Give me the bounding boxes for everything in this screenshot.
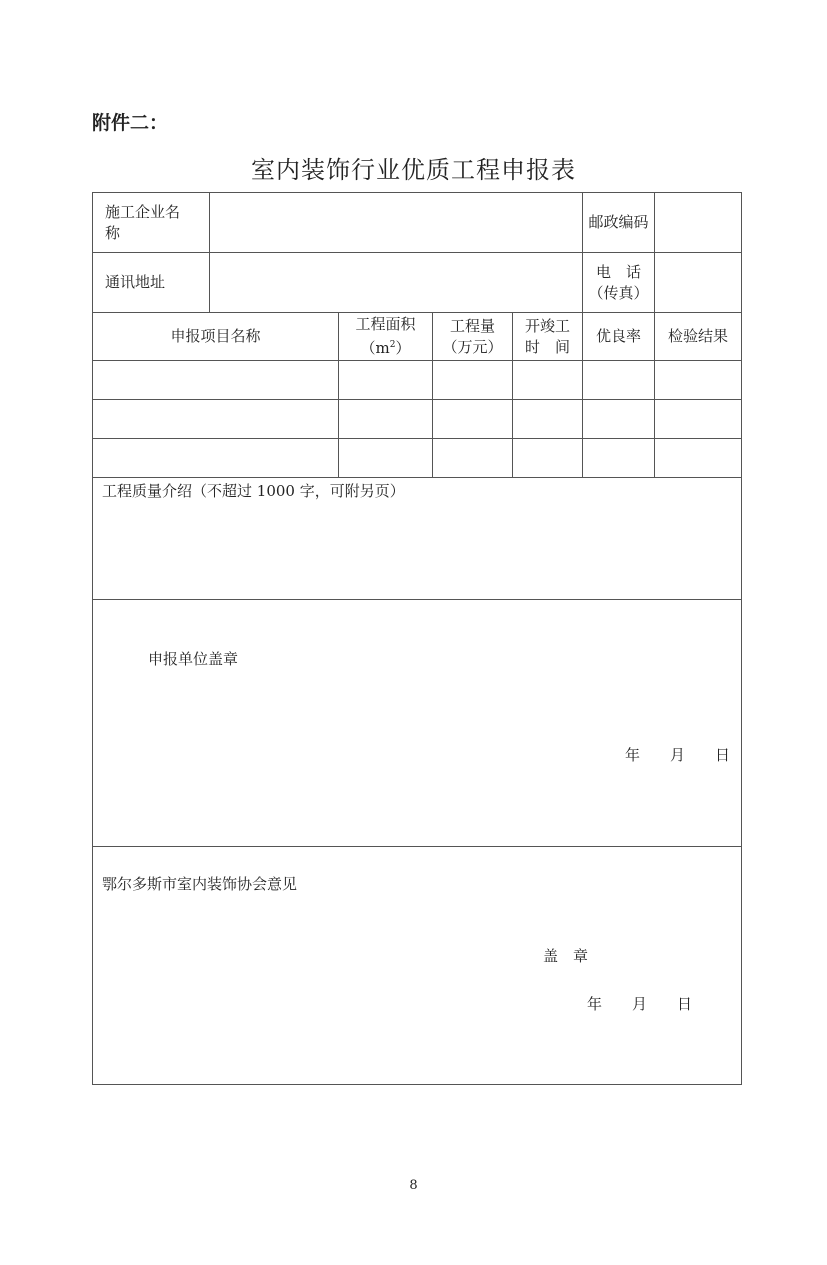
time-header-line1: 开竣工 bbox=[524, 316, 570, 335]
company-name-label-line2: 称 bbox=[105, 223, 121, 242]
project-header-row bbox=[93, 313, 742, 361]
rate-cell[interactable] bbox=[583, 361, 655, 400]
address-field[interactable] bbox=[210, 253, 583, 313]
volume-cell[interactable] bbox=[433, 439, 513, 478]
quality-intro-cell[interactable] bbox=[93, 478, 742, 600]
phone-label-line1: 电 话 bbox=[596, 262, 642, 281]
postal-code-label: 邮政编码 bbox=[583, 193, 655, 253]
time-cell[interactable] bbox=[513, 400, 583, 439]
time-header bbox=[513, 313, 583, 361]
unit-seal-label: 申报单位盖章 bbox=[148, 650, 239, 668]
time-cell[interactable] bbox=[513, 361, 583, 400]
phone-label-cell bbox=[583, 253, 655, 313]
area-unit-superscript: 2 bbox=[389, 340, 396, 350]
company-row bbox=[93, 193, 742, 253]
quality-intro-label: 工程质量介绍（不超过 1000 字，可附另页） bbox=[102, 482, 405, 500]
area-header bbox=[339, 313, 433, 361]
project-row bbox=[93, 439, 742, 478]
phone-field[interactable] bbox=[655, 253, 742, 313]
area-cell[interactable] bbox=[339, 439, 433, 478]
association-opinion-cell[interactable] bbox=[93, 847, 742, 1085]
association-date: 年 月 日 bbox=[587, 995, 693, 1013]
company-name-label-line1: 施工企业名 bbox=[105, 202, 181, 221]
company-name-label-cell bbox=[93, 193, 210, 253]
project-row bbox=[93, 361, 742, 400]
phone-label-line2: （传真） bbox=[588, 283, 649, 302]
project-name-cell[interactable] bbox=[93, 361, 339, 400]
volume-cell[interactable] bbox=[433, 400, 513, 439]
result-cell[interactable] bbox=[655, 400, 742, 439]
area-header-line2 bbox=[339, 335, 432, 359]
result-cell[interactable] bbox=[655, 439, 742, 478]
area-unit-close: ） bbox=[395, 339, 411, 357]
project-row bbox=[93, 400, 742, 439]
form-title: 室内装饰行业优质工程申报表 bbox=[251, 156, 576, 184]
project-name-header: 申报项目名称 bbox=[93, 313, 339, 361]
volume-header-line1: 工程量 bbox=[449, 316, 495, 335]
attachment-label: 附件二： bbox=[92, 112, 169, 134]
association-opinion-label: 鄂尔多斯市室内装饰协会意见 bbox=[102, 875, 298, 893]
association-seal-label: 盖 章 bbox=[543, 947, 589, 965]
postal-code-field[interactable] bbox=[655, 193, 742, 253]
project-name-cell[interactable] bbox=[93, 439, 339, 478]
area-header-line1: 工程面积 bbox=[355, 315, 416, 333]
volume-header-line2: （万元） bbox=[442, 337, 503, 356]
area-unit-text: （m bbox=[360, 339, 390, 357]
result-cell[interactable] bbox=[655, 361, 742, 400]
page-number: 8 bbox=[409, 1178, 418, 1193]
rate-header: 优良率 bbox=[583, 313, 655, 361]
result-header: 检验结果 bbox=[655, 313, 742, 361]
quality-intro-row bbox=[93, 478, 742, 600]
time-header-line2: 时 间 bbox=[524, 337, 570, 356]
time-cell[interactable] bbox=[513, 439, 583, 478]
address-label: 通讯地址 bbox=[93, 253, 210, 313]
project-name-cell[interactable] bbox=[93, 400, 339, 439]
company-name-field[interactable] bbox=[210, 193, 583, 253]
volume-header bbox=[433, 313, 513, 361]
unit-seal-date: 年 月 日 bbox=[625, 746, 731, 764]
application-form-table bbox=[92, 192, 742, 1085]
association-opinion-row bbox=[93, 847, 742, 1085]
area-cell[interactable] bbox=[339, 400, 433, 439]
unit-seal-cell[interactable] bbox=[93, 600, 742, 847]
rate-cell[interactable] bbox=[583, 439, 655, 478]
volume-cell[interactable] bbox=[433, 361, 513, 400]
address-row bbox=[93, 253, 742, 313]
area-cell[interactable] bbox=[339, 361, 433, 400]
unit-seal-row bbox=[93, 600, 742, 847]
rate-cell[interactable] bbox=[583, 400, 655, 439]
